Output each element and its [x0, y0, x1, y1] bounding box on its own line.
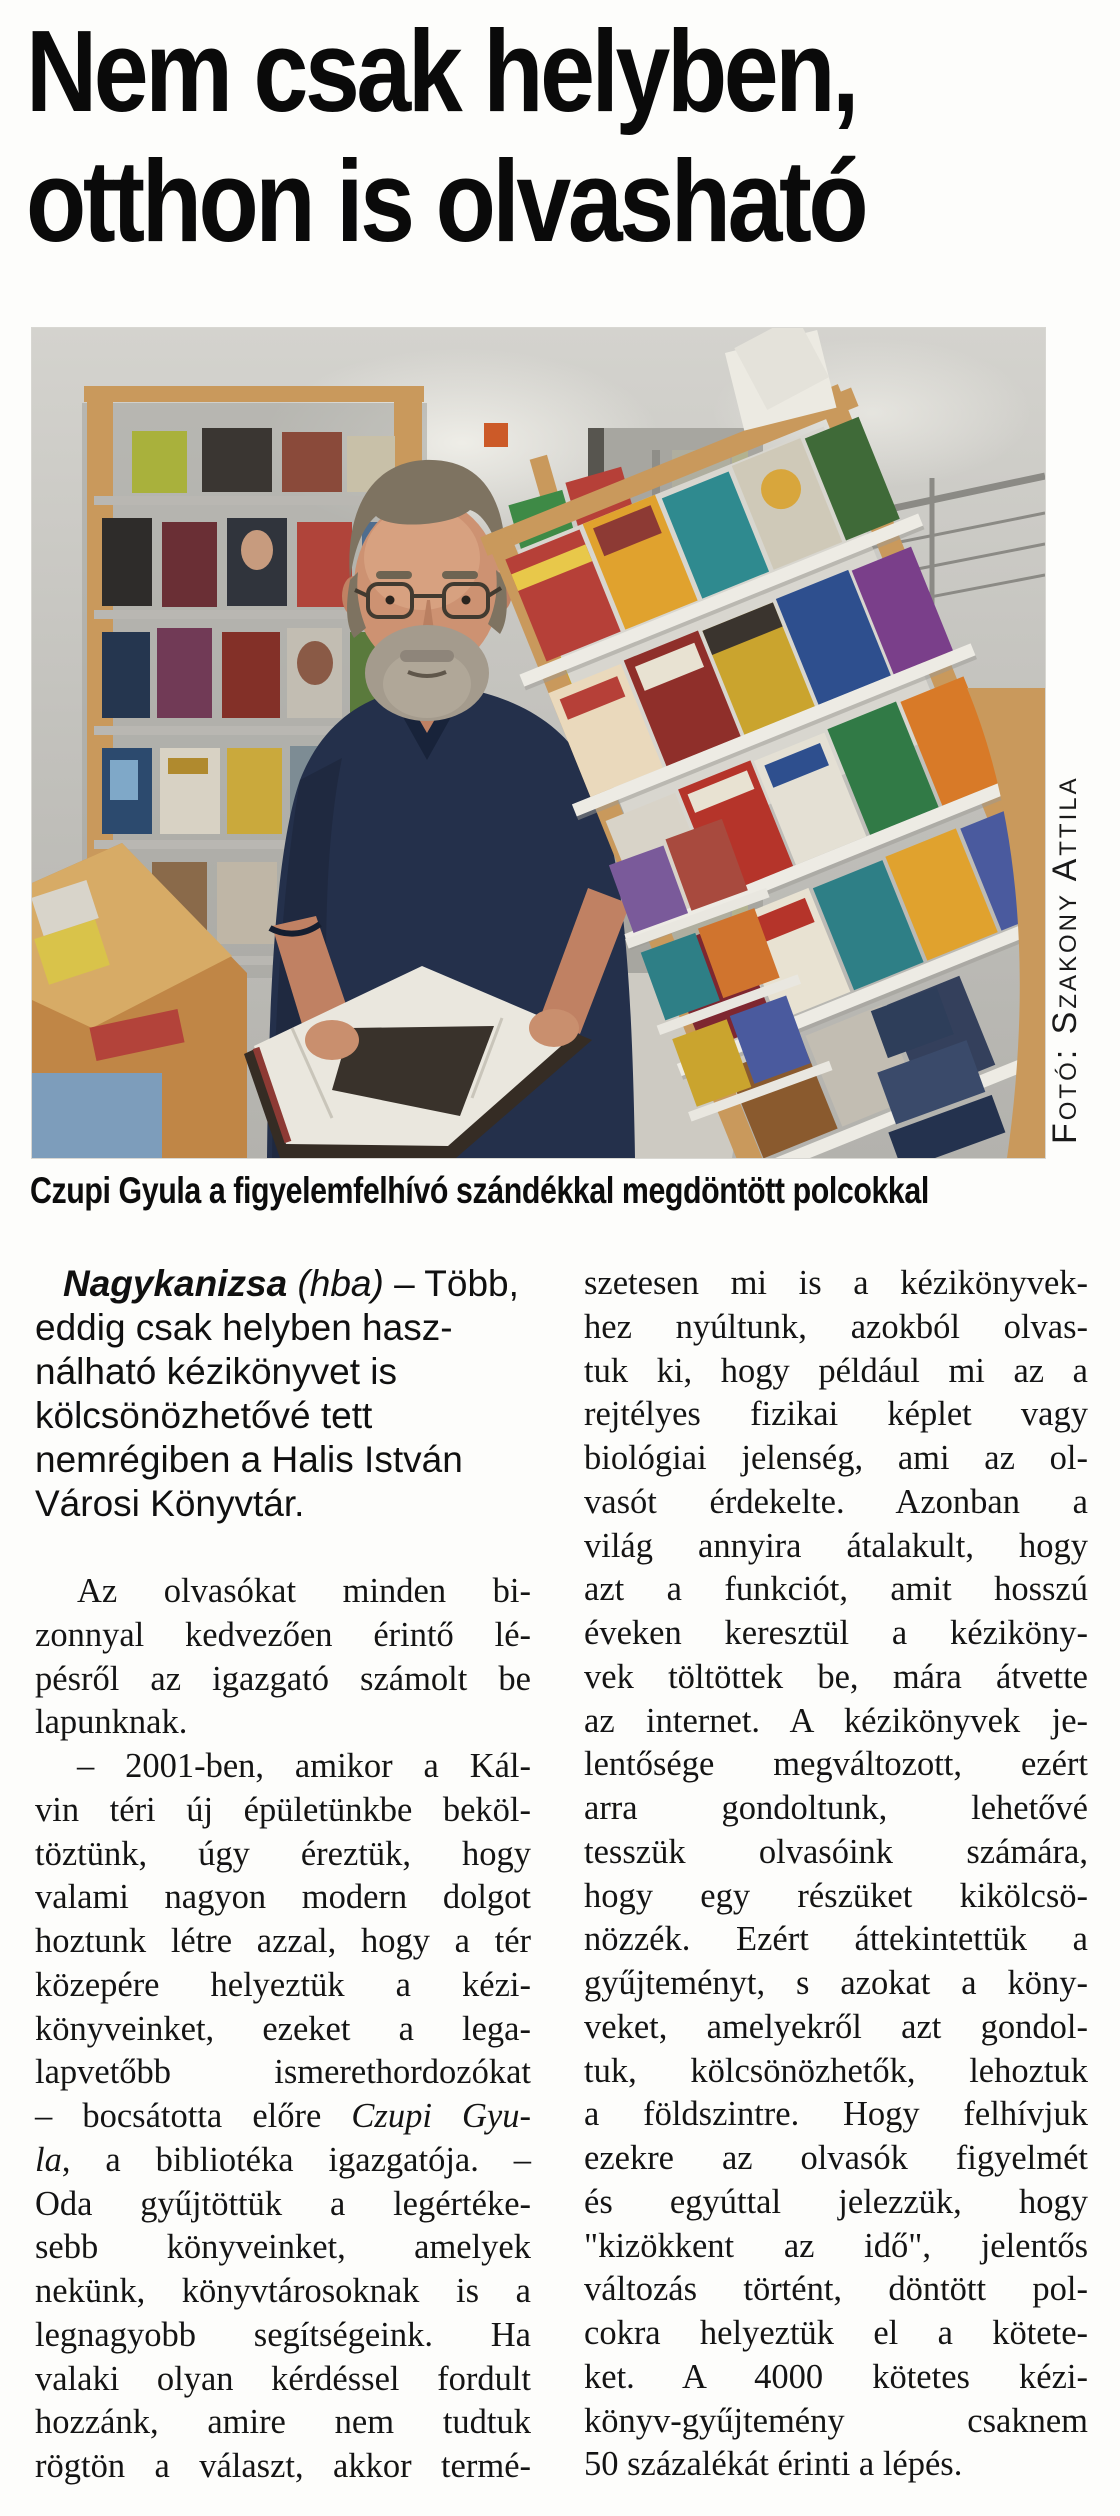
text-line: nekünk, könyvtárosoknak is a	[35, 2272, 531, 2310]
wall-sign-red	[484, 423, 508, 447]
text-line: Oda gyűjtöttük a legértéke-	[35, 2184, 531, 2223]
library-photo	[32, 328, 1045, 1158]
text-line: sebb könyveinket, amelyek	[35, 2228, 531, 2267]
photo-caption: Czupi Gyula a figyelemfelhívó szándékkal megdöntött polcokkal	[30, 1170, 929, 1211]
text-line	[35, 2095, 531, 2139]
agency-credit: (hba)	[287, 1263, 384, 1304]
text-line: – 2001-ben, amikor a Kál-	[77, 1747, 531, 1785]
text-line: nemrégiben a Halis István	[35, 1439, 463, 1480]
text-line: éveken keresztül a kéziköny-	[584, 1614, 1088, 1652]
text-line: tuk, kölcsönözhetők, lehoztuk	[584, 2051, 1088, 2090]
text-line: azt a funkciót, amit hosszú	[584, 1570, 1088, 1609]
text-line: hez nyúltunk, azokból olvas-	[584, 1307, 1088, 1346]
text-line: hogy egy részüket kikölcsö-	[584, 1876, 1088, 1915]
text-line: könyv-gyűjtemény csaknem	[584, 2401, 1088, 2440]
text-line: szetesen mi is a kézikönyvek-	[584, 1264, 1088, 1302]
text-line: tesszük olvasóink számára,	[584, 1832, 1088, 1871]
dateline: Nagykanizsa	[63, 1263, 288, 1304]
text-line: rejtélyes fizikai képlet vagy	[584, 1395, 1088, 1434]
text-line: kölcsönözhetővé tett	[35, 1395, 373, 1436]
person-name: Czupi Gyu-	[351, 2097, 531, 2135]
text-line: gyűjteményt, s azokat a köny-	[584, 1964, 1088, 2002]
library-photo-illustration	[32, 328, 1045, 1158]
text-line: ezekre az olvasók figyelmét	[584, 2139, 1088, 2177]
text-line	[35, 1262, 531, 1306]
text-line: lentősége megváltozott, ezért	[584, 1745, 1088, 1784]
text-line: 50 százalékát érinti a lépés.	[584, 2445, 963, 2484]
line-segment: , a bibliotéka igazgatója. –	[61, 2140, 531, 2179]
text-line: és egyúttal jelezzük, hogy	[584, 2182, 1088, 2221]
text-line: eddig csak helyben hasz-	[35, 1307, 453, 1348]
text-line: vasót érdekelte. Azonban a	[584, 1482, 1088, 1521]
text-line: az internet. A kézikönyvek je-	[584, 1701, 1088, 1740]
text-line: világ annyira átalakult, hogy	[584, 1526, 1088, 1565]
text-line: Városi Könyvtár.	[35, 1483, 305, 1524]
column-right	[584, 1262, 1088, 2487]
text-line: arra gondoltunk, lehetővé	[584, 1789, 1088, 1827]
text-line: nözzék. Ezért áttekintettük a	[584, 1920, 1088, 1959]
text-line: közepére helyeztük a kézi-	[35, 1965, 531, 2004]
text-line: biológiai jelenség, ami az ol-	[584, 1439, 1088, 1477]
headline-line-1: Nem csak helyben,	[26, 6, 857, 136]
text-line: valami nagyon modern dolgot	[35, 1878, 531, 1917]
lead-line-rest: – Több,	[383, 1263, 519, 1304]
text-line: legnagyobb segítségeink. Ha	[35, 2315, 531, 2354]
text-line: változás történt, döntött pol-	[584, 2270, 1088, 2309]
headline-line-2: otthon is olvasható	[26, 136, 866, 266]
body-text-left	[35, 1570, 531, 2489]
text-line: pésről az igazgató számolt be	[35, 1659, 531, 1698]
text-line: valaki olyan kérdéssel fordult	[35, 2359, 531, 2398]
text-line: lapvetőbb ismerethordozókat	[35, 2053, 531, 2092]
text-line: a földszintre. Hogy felhívjuk	[584, 2095, 1088, 2134]
article-headline	[26, 6, 1106, 266]
body-text-right	[584, 1262, 1088, 2487]
text-line: töztünk, úgy éreztük, hogy	[35, 1834, 531, 1873]
text-line: rögtön a választ, akkor termé-	[35, 2447, 531, 2485]
text-line: hozzánk, amire nem tudtuk	[35, 2403, 531, 2442]
lead-paragraph	[35, 1262, 531, 1526]
text-line: vin téri új épületünkbe beköl-	[35, 1790, 531, 1829]
text-line: Az olvasókat minden bi-	[77, 1572, 531, 1610]
text-line: hoztunk létre azzal, hogy a tér	[35, 1922, 531, 1960]
text-line: cokra helyeztük el a kötete-	[584, 2314, 1088, 2352]
text-line: "kizökkent az idő", jelentős	[584, 2226, 1088, 2265]
column-left	[35, 1262, 531, 2489]
text-line	[35, 2139, 531, 2183]
text-line: lapunknak.	[35, 1703, 188, 1742]
person-name: la	[35, 2140, 62, 2179]
text-line: tuk ki, hogy például mi az a	[584, 1351, 1088, 1390]
text-line: könyveinket, ezeket a lega-	[35, 2009, 531, 2048]
photo-credit: Fotó: Szakony Attila	[1046, 775, 1084, 1144]
text-line: zonnyal kedvezően érintő lé-	[35, 1615, 531, 1654]
text-line: veket, amelyekről azt gondol-	[584, 2007, 1088, 2046]
text-line: nálható kézikönyvet is	[35, 1351, 397, 1392]
text-line: ket. A 4000 kötetes kézi-	[584, 2357, 1088, 2396]
line-segment: – bocsátotta előre	[35, 2097, 352, 2135]
text-line: vek töltöttek be, mára átvette	[584, 1657, 1088, 1696]
